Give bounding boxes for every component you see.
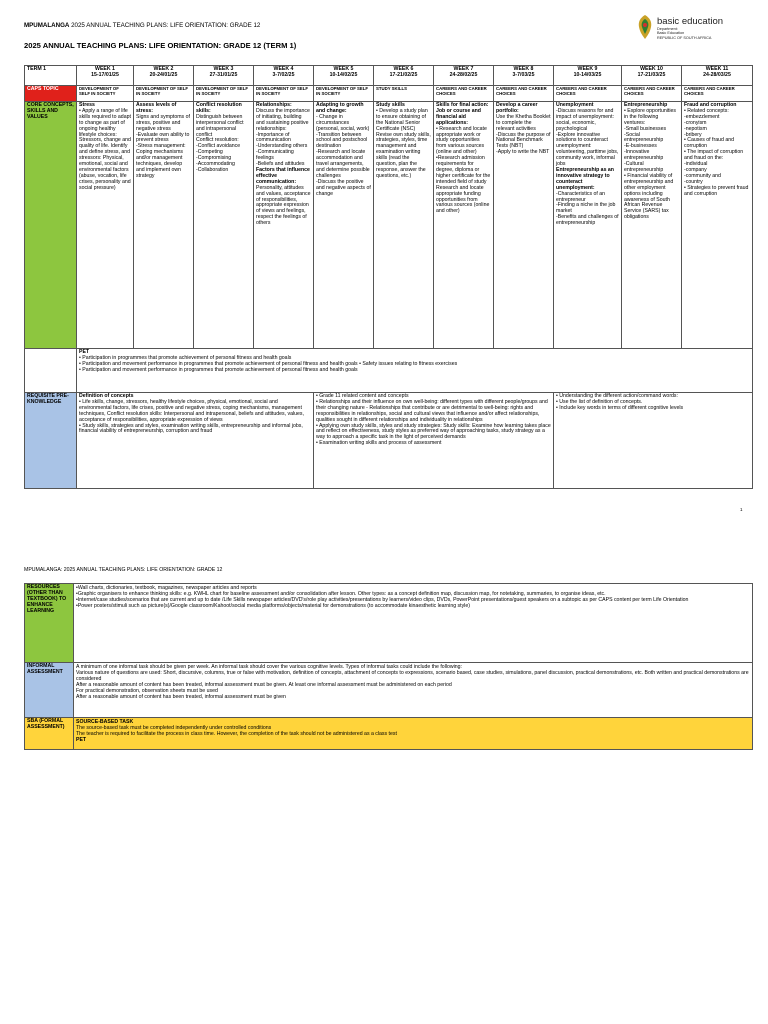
core-cell: Adapting to growth and change: - Change in circumstances (personal, social, work) -Transition between school and postschool destination -Research and locate accommodation and travel arrangements, and determine possible challenges -Discuss the positive and negative aspects of change — [314, 102, 374, 349]
week-header-row — [25, 66, 753, 86]
week-header: WEEK 11 24-28/03/25 — [682, 66, 753, 86]
pet-blank — [25, 349, 77, 393]
prerequisite-label: REQUISITE PRE-KNOWLEDGE — [25, 393, 77, 489]
logo-subtitle: Department: Basic Education REPUBLIC OF SOUTH AFRICA — [657, 27, 712, 40]
week-header: WEEK 6 17-21/02/25 — [374, 66, 434, 86]
informal-label: INFORMAL ASSESSMENT — [25, 663, 74, 718]
caps-topic: CAREERS AND CAREER CHOICES — [434, 86, 494, 102]
resources-label: RESOURCES (OTHER THAN TEXTBOOK) TO ENHANCE LEARNING — [25, 584, 74, 663]
prerequisite-col2: • Grade 11 related content and concepts • Relationships and their influence on own well-being: different types with different people/groups and their changing nature - Relationships that contribute or are detrimental to well-being: rights and responsibilities in relationships, social and cultural views that influence and/or affect relationships, qualities sought in different relationships and individuality in relationships • Applying own study skills, styles and study strategies: Study skills: Examine how learning takes place and reflect on effectiveness, study styles as preferred way of approaching tasks, study strategy as a way to approach a specific task in the light of perceived demands • Examination writing skills and process of assessment — [314, 393, 554, 489]
caps-topic: CAREERS AND CAREER CHOICES — [682, 86, 753, 102]
informal-row — [25, 663, 753, 718]
resources-row — [25, 584, 753, 663]
term-label: TERM 1 — [25, 66, 77, 86]
assessment-table — [24, 583, 753, 750]
core-concepts-row — [25, 102, 753, 349]
caps-topic: CAREERS AND CAREER CHOICES — [554, 86, 622, 102]
week-header: WEEK 7 24-28/02/25 — [434, 66, 494, 86]
caps-topic: DEVELOPMENT OF SELF IN SOCIETY — [194, 86, 254, 102]
coat-of-arms-icon — [636, 14, 654, 40]
plan-title: 2025 ANNUAL TEACHING PLANS: LIFE ORIENTATION: GRADE 12 (TERM 1) — [24, 41, 297, 50]
prerequisite-col1: Definition of concepts • Life skills, change, stressors, healthy lifestyle choices, physical, emotional, social and environmental factors, life crises, positive and negative stress, coping mechanisms, management techniques, Conflict resolution skills: Interpersonal and intrapersonal, beliefs and attitudes, values, acceptance of responsibilities, appropriate expression of views • Study skills, strategies and styles, examination writing skills, entrepreneurship and informal jobs, financial viability of entrepreneurship, corruption and fraud — [77, 393, 314, 489]
core-cell: Develop a career portfolio: Use the Khetha Booklet to complete the relevant activities -Discuss the purpose of National Benchmark Tests (NBT) -Apply to write the NBT — [494, 102, 554, 349]
core-cell: Conflict resolution skills: Distinguish between interpersonal conflict and intrapersonal conflict Conflict resolution: -Conflict avoidance -Competing -Compromising -Accommodating -Collaboration — [194, 102, 254, 349]
core-cell: Skills for final action: Job or course and financial aid applications: • Research and locate appropriate work or study opportunities from various sources (online and other) •Research admission requirements for degree, diploma or higher certificate for the intended field of study Research and locate appropriate funding opportunities from various sources (online and other) — [434, 102, 494, 349]
caps-topic-label: CAPS TOPIC — [25, 86, 77, 102]
informal-cell: A minimum of one informal task should be given per week. An informal task should cover the various cognitive levels. Types of informal tasks could include the following: Various nature of questions are used: Short, discursive, columns, true or false with motivation, definition of concepts, attachment of concepts to expressions, scenario based, case studies, simulations, panel discussion, practical demonstrations, etc. Both written and practical demonstrations are considered After a reasonable amount of content has been treated, informal assessment must be given. At least one informal assessment must be administered on each period For practical demonstration, observation sheets must be used After a reasonable amount of content has been treated, informal assessment must be given — [74, 663, 753, 718]
page-header — [24, 22, 260, 29]
week-header: WEEK 9 10-14/03/25 — [554, 66, 622, 86]
week-header: WEEK 8 3-7/03/25 — [494, 66, 554, 86]
logo-title: basic education — [657, 16, 724, 27]
caps-topic: DEVELOPMENT OF SELF IN SOCIETY — [77, 86, 134, 102]
caps-topic: DEVELOPMENT OF SELF IN SOCIETY — [314, 86, 374, 102]
sba-cell: SOURCE-BASED TASK The source-based task must be completed independently under controlled conditions The teacher is required to facilitate the process in class time. However, the completion of the task should not be administered as a class test PET — [74, 718, 753, 750]
caps-topic: DEVELOPMENT OF SELF IN SOCIETY — [254, 86, 314, 102]
caps-topic-row — [25, 86, 753, 102]
week-header: WEEK 5 10-14/02/25 — [314, 66, 374, 86]
caps-topic: STUDY SKILLS — [374, 86, 434, 102]
core-cell: Assess levels of stress: Signs and symptoms of stress, positive and negative stress -Evaluate own ability to prevent stress -Stress management: Coping mechanisms and/or management techniques, develop and implement own strategy — [134, 102, 194, 349]
week-header: WEEK 2 20-24/01/25 — [134, 66, 194, 86]
core-concepts-label: CORE CONCEPTS, SKILLS AND VALUES — [25, 102, 77, 349]
prerequisite-row — [25, 393, 753, 489]
header-subtitle: 2025 ANNUAL TEACHING PLANS: LIFE ORIENTATION: GRADE 12 — [71, 22, 261, 29]
pet-row — [25, 349, 753, 393]
page2-header: MPUMALANGA: 2025 ANNUAL TEACHING PLANS: LIFE ORIENTATION: GRADE 12 — [24, 567, 223, 573]
page-number: 1 — [740, 507, 743, 512]
province-label: MPUMALANGA — [24, 22, 70, 29]
core-cell: Relationships: Discuss the importance of initiating, building and sustaining positive relationships: -Importance of communication -Understanding others -Communicating feelings -Beliefs and attitudes Factors that influence effective communication: Personality, attitudes and values, acceptance of responsibilities, appropriate expression of views and feelings, respect the feelings of others — [254, 102, 314, 349]
week-header: WEEK 1 15-17/01/25 — [77, 66, 134, 86]
core-cell: Unemployment -Discuss reasons for and impact of unemployment: social, economic, psychological -Explore innovative solutions to counteract unemployment: volunteering, parttime jobs, community work, informal jobs Entrepreneurship as an innovative strategy to counteract unemployment: -Characteristics of an entrepreneur -Finding a niche in the job market -Benefits and challenges of entrepreneurship — [554, 102, 622, 349]
caps-topic: CAREERS AND CAREER CHOICES — [494, 86, 554, 102]
pet-cell: PET • Participation in programmes that promote achievement of personal fitness and health goals • Participation and movement performance in programmes that promote achievement of personal fitness and health goals • Safety issues relating to fitness exercises • Participation and movement performance in programmes that promote achievement of personal fitness and health goals — [77, 349, 753, 393]
caps-topic: DEVELOPMENT OF SELF IN SOCIETY — [134, 86, 194, 102]
core-cell: Study skills • Develop a study plan to ensure obtaining of the National Senior Certificate (NSC) Revise own study skills, strategies, styles, time management and examination writing skills (read the question, plan the response, answer the questions, etc.) — [374, 102, 434, 349]
core-cell: Entrepreneurship • Explore opportunities in the following ventures: -Small businesses -Social entrepreneurship -E-businesses -Innovative entrepreneurship -Cultural entrepreneurship • Financial viability of entrepreneurship and other employment options including awareness of South African Revenue Service (SARS) tax obligations — [622, 102, 682, 349]
core-cell: Stress • Apply a range of life skills required to adapt to change as part of ongoing healthy lifestyle choices: Stressors, change and quality of life. Identify and define stress, and stressors: Physical, emotional, social and environmental factors (abuse, vocation, life crises, personality and social pressure) — [77, 102, 134, 349]
sba-label: SBA (FORMAL ASSESSMENT) — [25, 718, 74, 750]
caps-topic: CAREERS AND CAREER CHOICES — [622, 86, 682, 102]
prerequisite-col3: • Understanding the different action/command words: • Use the list of definition of concepts. • Include key words in terms of different cognitive levels — [554, 393, 753, 489]
resources-cell: •Wall charts, dictionaries, textbook, magazines, newspaper articles and reports •Graphic organisers to enhance thinking skills: e.g. KWHL chart for baseline assessment and/or consolidation after lesson. Other types: as a concept definition map, discussion map, for notetaking, summaries, to organise ideas, etc. •Internet/case studies/scenarios that are current and up to date /Life Skills newspaper articles/DVD's/role play activities/presentations by learners/video clips, DVDs, PowerPoint presentations/guest speakers on a subtopic as per CAPS content per term Life Orientation •Power posters/stimuli such as picture(s)/Google classroom/Kahoot/social media platforms/objects/material for demonstrations (to accommodate kinaesthetic learning style) — [74, 584, 753, 663]
week-header: WEEK 4 3-7/02/25 — [254, 66, 314, 86]
sba-row — [25, 718, 753, 750]
week-header: WEEK 3 27-31/01/25 — [194, 66, 254, 86]
department-logo — [636, 14, 756, 40]
week-header: WEEK 10 17-21/03/25 — [622, 66, 682, 86]
teaching-plan-table — [24, 65, 753, 489]
core-cell: Fraud and corruption • Related concepts: -embezzlement -cronyism -nepotism -bribery • Causes of fraud and corruption • The impact of corruption and fraud on the: -individual -company -community and -country • Strategies to prevent fraud and corruption — [682, 102, 753, 349]
